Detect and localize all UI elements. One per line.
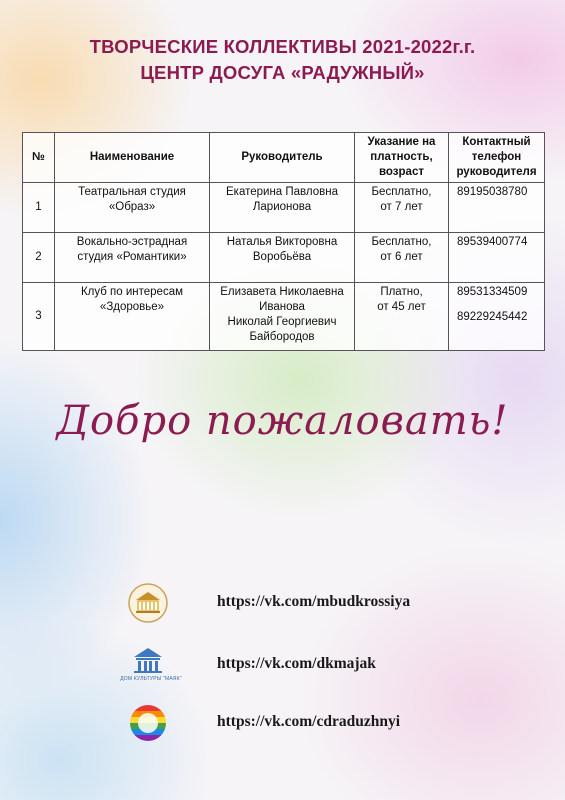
header-phone-line: Контактный <box>462 136 531 148</box>
header-name: Наименование <box>55 133 210 183</box>
header-number: № <box>23 133 55 183</box>
row-price-line: от 7 лет <box>380 201 423 213</box>
table-row <box>23 283 545 351</box>
row-phone <box>449 233 545 283</box>
table-row <box>23 183 545 233</box>
row-price <box>355 233 449 283</box>
row-name-line: «Здоровье» <box>99 301 165 313</box>
row-leader-line: Елизавета Николаевна <box>220 286 344 298</box>
row-price <box>355 283 449 351</box>
link-row-dkmajak <box>0 645 565 685</box>
row-name-line: студия «Романтики» <box>77 251 187 263</box>
header-price-line: платность, <box>370 151 433 163</box>
row-leader-line: Иванова <box>259 301 305 313</box>
row-leader-line: Екатерина Павловна <box>226 186 338 198</box>
header-phone-line: телефон <box>471 151 522 163</box>
title-line-1: ТВОРЧЕСКИЕ КОЛЛЕКТИВЫ 2021-2022г.г. <box>89 36 476 57</box>
row-phone-line: 89531334509 <box>457 286 528 298</box>
dk-majak-caption: ДОМ КУЛЬТУРЫ "МАЯК" <box>120 676 182 682</box>
header-price-line: возраст <box>379 166 424 178</box>
vk-link-dkmajak[interactable]: https://vk.com/dkmajak <box>217 655 376 672</box>
row-leader-line: Наталья Викторовна <box>226 236 338 248</box>
row-phone <box>449 283 545 351</box>
row-phone-line: 89229245442 <box>457 311 528 323</box>
row-phone-line: 89539400774 <box>457 236 528 248</box>
row-number: 1 <box>23 183 55 233</box>
row-price-line: Бесплатно, <box>371 186 432 198</box>
row-leader-line: Байбородов <box>249 331 315 343</box>
table-header-row <box>23 133 545 183</box>
row-price-line: Платно, <box>380 286 423 298</box>
title-line-2: ЦЕНТР ДОСУГА «РАДУЖНЫЙ» <box>140 62 425 83</box>
row-name-line: «Образ» <box>108 201 156 213</box>
row-leader <box>210 283 355 351</box>
header-price-line: Указание на <box>367 136 436 148</box>
row-name-line: Вокально-эстрадная <box>76 236 188 248</box>
welcome-text: Добро пожаловать! <box>56 398 509 444</box>
vk-link-cdraduzhnyi[interactable]: https://vk.com/cdraduzhnyi <box>217 713 401 730</box>
row-leader-line: Воробьёва <box>252 251 312 263</box>
row-leader <box>210 183 355 233</box>
row-name-line: Театральная студия <box>78 186 186 198</box>
row-name <box>55 283 210 351</box>
page-title <box>0 34 565 86</box>
row-leader-line: Ларионова <box>252 201 312 213</box>
row-price-line: от 45 лет <box>377 301 426 313</box>
row-number: 3 <box>23 283 55 351</box>
row-price-line: Бесплатно, <box>371 236 432 248</box>
palace-logo-icon <box>128 583 168 623</box>
rainbow-ball-logo-icon <box>128 703 168 743</box>
row-phone-line: 89195038780 <box>457 186 528 198</box>
table-row <box>23 233 545 283</box>
collectives-table <box>22 132 544 351</box>
row-phone <box>449 183 545 233</box>
vk-link-mbudkrossiya[interactable]: https://vk.com/mbudkrossiya <box>217 593 411 610</box>
link-row-mbudkrossiya <box>0 583 565 623</box>
row-leader-line: Николай Георгиевич <box>227 316 337 328</box>
header-phone <box>449 133 545 183</box>
header-price-age <box>355 133 449 183</box>
row-price <box>355 183 449 233</box>
row-name <box>55 183 210 233</box>
row-price-line: от 6 лет <box>380 251 423 263</box>
row-number: 2 <box>23 233 55 283</box>
header-phone-line: руководителя <box>456 166 537 178</box>
row-leader <box>210 233 355 283</box>
row-name <box>55 233 210 283</box>
link-row-cdraduzhnyi <box>0 703 565 743</box>
row-name-line: Клуб по интересам <box>80 286 184 298</box>
header-leader: Руководитель <box>210 133 355 183</box>
